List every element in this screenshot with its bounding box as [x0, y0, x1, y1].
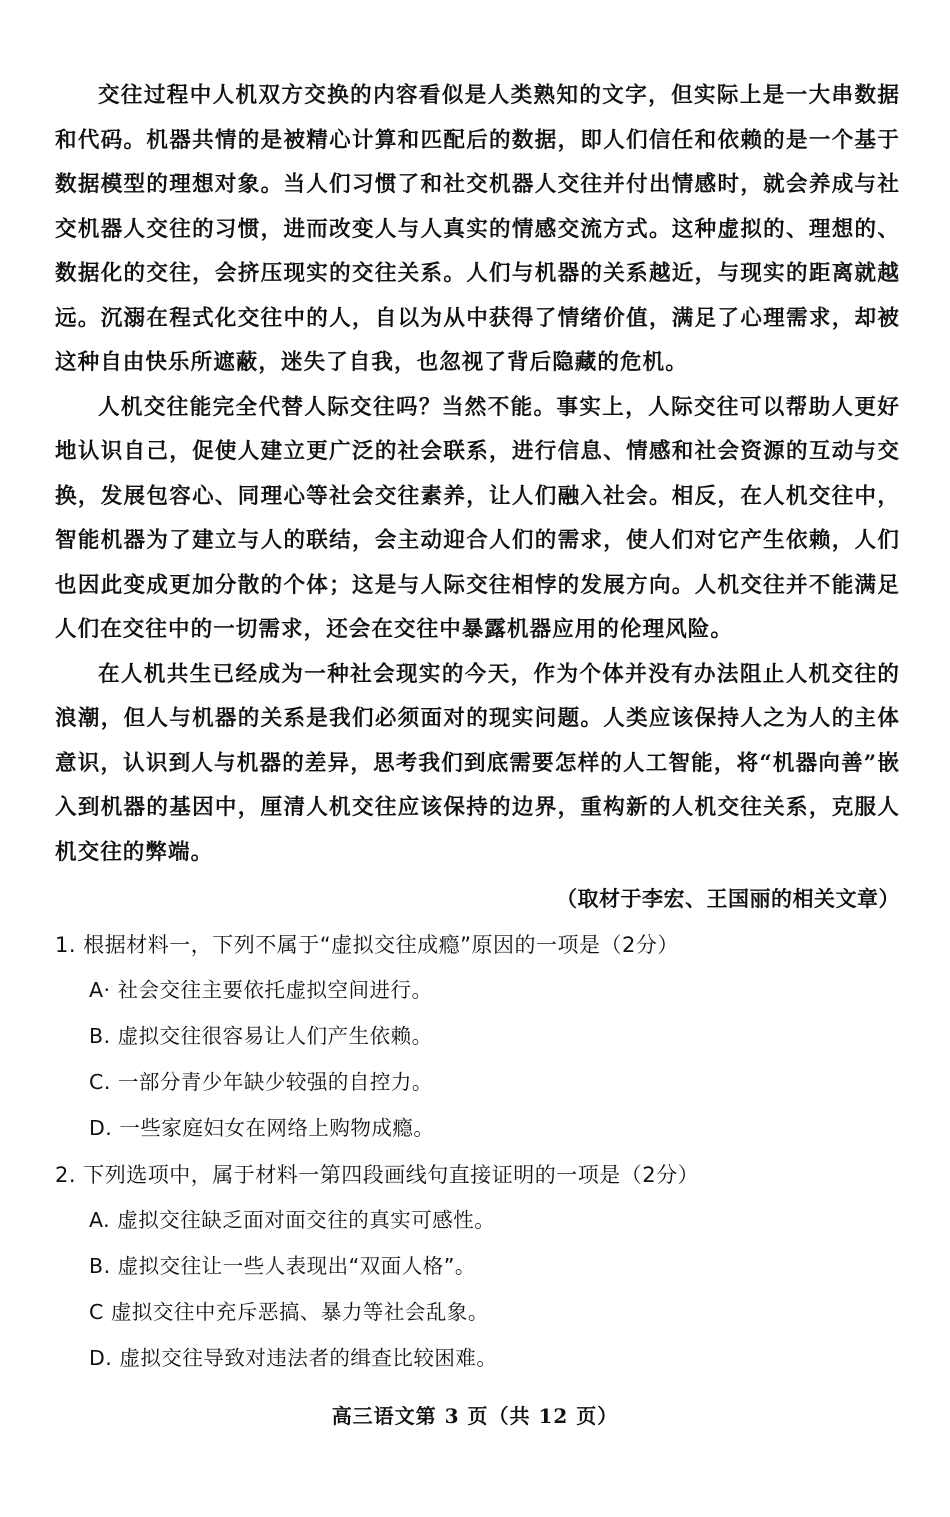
passage-paragraph-3: 在人机共生已经成为一种社会现实的今天，作为个体并没有办法阻止人机交往的浪潮，但人与机器的关系是我们必须面对的现实问题。人类应该保持人之为人的主体意识，认识到人与机器的差异，思考我们到底需要怎样的人工智能，将“机器向善”嵌入到机器的基因中，厘清人机交往应该保持的边界，重构新的人机交往关系，克服人机交往的弊端。: [55, 661, 900, 865]
option-d: D. 虚拟交往导致对违法者的缉查比较困难。: [89, 1346, 498, 1370]
question-stem: 1. 根据材料一，下列不属于“虚拟交往成瘾”原因的一项是（2分）: [55, 933, 679, 957]
option-a: A. 虚拟交往缺乏面对面交往的真实可感性。: [89, 1208, 496, 1232]
option-list: [55, 967, 900, 1151]
option-b: B. 虚拟交往让一些人表现出“双面人格”。: [89, 1254, 476, 1278]
option-list: [55, 1197, 900, 1381]
option-c: C. 一部分青少年缺少较强的自控力。: [89, 1070, 433, 1094]
option-b: B. 虚拟交往很容易让人们产生依赖。: [89, 1024, 433, 1048]
passage-paragraph-2: 人机交往能完全代替人际交往吗？当然不能。事实上，人际交往可以帮助人更好地认识自己，促使人建立更广泛的社会联系，进行信息、情感和社会资源的互动与交换，发展包容心、同理心等社会交往素养，让人们融入社会。相反，在人机交往中，智能机器为了建立与人的联结，会主动迎合人们的需求，使人们对它产生依赖，人们也因此变成更加分散的个体；这是与人际交往相悖的发展方向。人机交往并不能满足人们在交往中的一切需求，还会在交往中暴露机器应用的伦理风险。: [55, 394, 900, 642]
question-1: [55, 923, 900, 1151]
question-2: [55, 1153, 900, 1381]
page-footer: 高三语文第 3 页（共 12 页）: [331, 1404, 619, 1428]
passage-paragraph-1: 交往过程中人机双方交换的内容看似是人类熟知的文字，但实际上是一大串数据和代码。机器共情的是被精心计算和匹配后的数据，即人们信任和依赖的是一个基于数据模型的理想对象。当人们习惯了和社交机器人交往并付出情感时，就会养成与社交机器人交往的习惯，进而改变人与人真实的情感交流方式。这种虚拟的、理想的、数据化的交往，会挤压现实的交往关系。人们与机器的关系越近，与现实的距离就越远。沉溺在程式化交往中的人，自以为从中获得了情绪价值，满足了心理需求，却被这种自由快乐所遮蔽，迷失了自我，也忽视了背后隐藏的危机。: [55, 83, 900, 375]
question-stem: 2. 下列选项中，属于材料一第四段画线句直接证明的一项是（2分）: [55, 1163, 700, 1187]
option-d: D. 一些家庭妇女在网络上购物成瘾。: [89, 1116, 435, 1140]
reading-passage: [55, 74, 900, 875]
option-c: C 虚拟交往中充斥恶搞、暴力等社会乱象。: [89, 1300, 489, 1324]
option-a: A· 社会交往主要依托虚拟空间进行。: [89, 978, 433, 1002]
source-citation: （取材于李宏、王国丽的相关文章）: [556, 886, 900, 911]
